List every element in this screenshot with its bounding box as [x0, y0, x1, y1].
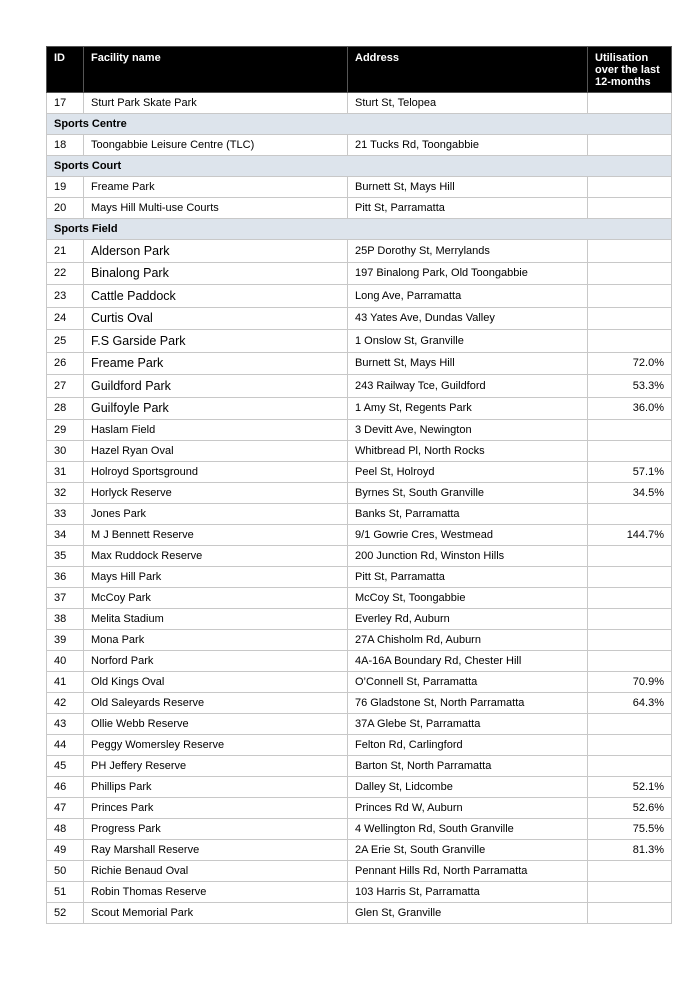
table-row	[47, 672, 672, 693]
cell-id: 24	[47, 307, 84, 330]
cell-facility-name: Peggy Womersley Reserve	[84, 735, 348, 756]
cell-id: 20	[47, 198, 84, 219]
cell-id: 47	[47, 798, 84, 819]
cell-facility-name: Guildford Park	[84, 375, 348, 398]
cell-id: 33	[47, 504, 84, 525]
cell-address: Peel St, Holroyd	[348, 462, 588, 483]
cell-utilisation	[588, 177, 672, 198]
cell-address: 43 Yates Ave, Dundas Valley	[348, 307, 588, 330]
cell-id: 45	[47, 756, 84, 777]
cell-utilisation: 36.0%	[588, 397, 672, 420]
cell-facility-name: Horlyck Reserve	[84, 483, 348, 504]
cell-id: 17	[47, 93, 84, 114]
table-row	[47, 285, 672, 308]
table-row	[47, 903, 672, 924]
cell-utilisation: 52.1%	[588, 777, 672, 798]
cell-id: 43	[47, 714, 84, 735]
table-row	[47, 546, 672, 567]
cell-id: 52	[47, 903, 84, 924]
cell-address: Pitt St, Parramatta	[348, 567, 588, 588]
cell-facility-name: Binalong Park	[84, 262, 348, 285]
cell-utilisation	[588, 504, 672, 525]
cell-id: 26	[47, 352, 84, 375]
cell-facility-name: Mona Park	[84, 630, 348, 651]
table-row	[47, 135, 672, 156]
cell-address: Pennant Hills Rd, North Parramatta	[348, 861, 588, 882]
cell-address: Long Ave, Parramatta	[348, 285, 588, 308]
cell-id: 50	[47, 861, 84, 882]
cell-address: Princes Rd W, Auburn	[348, 798, 588, 819]
cell-facility-name: Alderson Park	[84, 240, 348, 263]
table-row	[47, 630, 672, 651]
table-row	[47, 504, 672, 525]
cell-id: 34	[47, 525, 84, 546]
cell-facility-name: Melita Stadium	[84, 609, 348, 630]
cell-id: 32	[47, 483, 84, 504]
cell-facility-name: Toongabbie Leisure Centre (TLC)	[84, 135, 348, 156]
cell-id: 48	[47, 819, 84, 840]
cell-address: 25P Dorothy St, Merrylands	[348, 240, 588, 263]
cell-utilisation	[588, 198, 672, 219]
cell-utilisation	[588, 240, 672, 263]
table-row	[47, 262, 672, 285]
table-row	[47, 198, 672, 219]
cell-address: Byrnes St, South Granville	[348, 483, 588, 504]
cell-facility-name: Curtis Oval	[84, 307, 348, 330]
cell-facility-name: Richie Benaud Oval	[84, 861, 348, 882]
cell-utilisation	[588, 567, 672, 588]
cell-utilisation	[588, 135, 672, 156]
cell-address: Burnett St, Mays Hill	[348, 352, 588, 375]
cell-utilisation	[588, 756, 672, 777]
cell-facility-name: Old Kings Oval	[84, 672, 348, 693]
cell-address: McCoy St, Toongabbie	[348, 588, 588, 609]
cell-address: Burnett St, Mays Hill	[348, 177, 588, 198]
cell-id: 31	[47, 462, 84, 483]
cell-address: 103 Harris St, Parramatta	[348, 882, 588, 903]
header-address: Address	[348, 47, 588, 93]
table-row	[47, 777, 672, 798]
cell-address: Glen St, Granville	[348, 903, 588, 924]
cell-address: Whitbread Pl, North Rocks	[348, 441, 588, 462]
table-row	[47, 735, 672, 756]
table-row	[47, 462, 672, 483]
cell-id: 29	[47, 420, 84, 441]
cell-facility-name: Freame Park	[84, 352, 348, 375]
table-row	[47, 420, 672, 441]
cell-address: 1 Onslow St, Granville	[348, 330, 588, 353]
cell-id: 22	[47, 262, 84, 285]
cell-address: 37A Glebe St, Parramatta	[348, 714, 588, 735]
table-row	[47, 483, 672, 504]
facilities-table	[46, 46, 672, 924]
cell-utilisation: 57.1%	[588, 462, 672, 483]
table-row	[47, 352, 672, 375]
cell-facility-name: Hazel Ryan Oval	[84, 441, 348, 462]
cell-facility-name: Norford Park	[84, 651, 348, 672]
cell-id: 37	[47, 588, 84, 609]
table-row	[47, 588, 672, 609]
cell-id: 30	[47, 441, 84, 462]
cell-facility-name: PH Jeffery Reserve	[84, 756, 348, 777]
cell-id: 39	[47, 630, 84, 651]
table-header-row	[47, 47, 672, 93]
table-row	[47, 882, 672, 903]
cell-address: Sturt St, Telopea	[348, 93, 588, 114]
cell-address: Pitt St, Parramatta	[348, 198, 588, 219]
table-row	[47, 693, 672, 714]
table-row	[47, 441, 672, 462]
section-row	[47, 114, 672, 135]
cell-utilisation	[588, 714, 672, 735]
cell-facility-name: Phillips Park	[84, 777, 348, 798]
cell-utilisation	[588, 609, 672, 630]
cell-facility-name: Progress Park	[84, 819, 348, 840]
table-body	[47, 93, 672, 924]
cell-id: 46	[47, 777, 84, 798]
cell-id: 44	[47, 735, 84, 756]
cell-utilisation	[588, 420, 672, 441]
cell-utilisation: 53.3%	[588, 375, 672, 398]
cell-utilisation: 144.7%	[588, 525, 672, 546]
header-utilisation: Utilisation over the last 12-months	[588, 47, 672, 93]
table-row	[47, 756, 672, 777]
table-row	[47, 375, 672, 398]
cell-utilisation: 75.5%	[588, 819, 672, 840]
table-row	[47, 397, 672, 420]
cell-utilisation	[588, 546, 672, 567]
cell-id: 40	[47, 651, 84, 672]
cell-utilisation: 52.6%	[588, 798, 672, 819]
cell-id: 38	[47, 609, 84, 630]
cell-address: Felton Rd, Carlingford	[348, 735, 588, 756]
cell-id: 19	[47, 177, 84, 198]
table-row	[47, 307, 672, 330]
table-row	[47, 861, 672, 882]
cell-utilisation: 34.5%	[588, 483, 672, 504]
section-row	[47, 156, 672, 177]
cell-facility-name: Robin Thomas Reserve	[84, 882, 348, 903]
header-id: ID	[47, 47, 84, 93]
cell-facility-name: Mays Hill Park	[84, 567, 348, 588]
cell-utilisation	[588, 903, 672, 924]
table-row	[47, 567, 672, 588]
cell-facility-name: Guilfoyle Park	[84, 397, 348, 420]
table-row	[47, 819, 672, 840]
cell-utilisation	[588, 861, 672, 882]
cell-id: 41	[47, 672, 84, 693]
table-row	[47, 525, 672, 546]
cell-facility-name: Ollie Webb Reserve	[84, 714, 348, 735]
cell-utilisation: 81.3%	[588, 840, 672, 861]
cell-id: 28	[47, 397, 84, 420]
cell-address: Dalley St, Lidcombe	[348, 777, 588, 798]
cell-id: 42	[47, 693, 84, 714]
table-row	[47, 93, 672, 114]
section-title: Sports Court	[47, 156, 672, 177]
cell-facility-name: Mays Hill Multi-use Courts	[84, 198, 348, 219]
cell-facility-name: M J Bennett Reserve	[84, 525, 348, 546]
cell-facility-name: Holroyd Sportsground	[84, 462, 348, 483]
cell-address: 76 Gladstone St, North Parramatta	[348, 693, 588, 714]
cell-facility-name: Sturt Park Skate Park	[84, 93, 348, 114]
cell-address: 200 Junction Rd, Winston Hills	[348, 546, 588, 567]
cell-id: 49	[47, 840, 84, 861]
cell-facility-name: Old Saleyards Reserve	[84, 693, 348, 714]
cell-utilisation	[588, 588, 672, 609]
cell-utilisation	[588, 882, 672, 903]
cell-utilisation	[588, 441, 672, 462]
cell-utilisation	[588, 651, 672, 672]
cell-id: 23	[47, 285, 84, 308]
table-row	[47, 240, 672, 263]
cell-address: O’Connell St, Parramatta	[348, 672, 588, 693]
cell-facility-name: Ray Marshall Reserve	[84, 840, 348, 861]
cell-utilisation	[588, 285, 672, 308]
cell-facility-name: Jones Park	[84, 504, 348, 525]
cell-address: 27A Chisholm Rd, Auburn	[348, 630, 588, 651]
cell-facility-name: Princes Park	[84, 798, 348, 819]
cell-address: 3 Devitt Ave, Newington	[348, 420, 588, 441]
cell-address: Everley Rd, Auburn	[348, 609, 588, 630]
section-title: Sports Centre	[47, 114, 672, 135]
cell-utilisation	[588, 330, 672, 353]
section-title: Sports Field	[47, 219, 672, 240]
cell-id: 21	[47, 240, 84, 263]
cell-id: 27	[47, 375, 84, 398]
cell-facility-name: Max Ruddock Reserve	[84, 546, 348, 567]
cell-id: 36	[47, 567, 84, 588]
cell-address: 4A-16A Boundary Rd, Chester Hill	[348, 651, 588, 672]
header-facility-name: Facility name	[84, 47, 348, 93]
cell-address: Barton St, North Parramatta	[348, 756, 588, 777]
table-row	[47, 330, 672, 353]
table-row	[47, 177, 672, 198]
table-row	[47, 651, 672, 672]
cell-utilisation	[588, 630, 672, 651]
cell-id: 35	[47, 546, 84, 567]
cell-utilisation: 70.9%	[588, 672, 672, 693]
table-row	[47, 840, 672, 861]
cell-address: 197 Binalong Park, Old Toongabbie	[348, 262, 588, 285]
cell-utilisation: 64.3%	[588, 693, 672, 714]
cell-utilisation	[588, 735, 672, 756]
cell-address: 21 Tucks Rd, Toongabbie	[348, 135, 588, 156]
cell-facility-name: Cattle Paddock	[84, 285, 348, 308]
cell-facility-name: Scout Memorial Park	[84, 903, 348, 924]
cell-id: 51	[47, 882, 84, 903]
cell-address: 2A Erie St, South Granville	[348, 840, 588, 861]
table-row	[47, 609, 672, 630]
table-row	[47, 798, 672, 819]
cell-utilisation	[588, 307, 672, 330]
cell-address: 9/1 Gowrie Cres, Westmead	[348, 525, 588, 546]
cell-utilisation	[588, 93, 672, 114]
cell-id: 25	[47, 330, 84, 353]
cell-address: 4 Wellington Rd, South Granville	[348, 819, 588, 840]
cell-utilisation: 72.0%	[588, 352, 672, 375]
cell-address: 1 Amy St, Regents Park	[348, 397, 588, 420]
cell-facility-name: Freame Park	[84, 177, 348, 198]
table-row	[47, 714, 672, 735]
section-row	[47, 219, 672, 240]
cell-utilisation	[588, 262, 672, 285]
cell-address: 243 Railway Tce, Guildford	[348, 375, 588, 398]
cell-facility-name: McCoy Park	[84, 588, 348, 609]
cell-address: Banks St, Parramatta	[348, 504, 588, 525]
cell-facility-name: Haslam Field	[84, 420, 348, 441]
cell-id: 18	[47, 135, 84, 156]
cell-facility-name: F.S Garside Park	[84, 330, 348, 353]
